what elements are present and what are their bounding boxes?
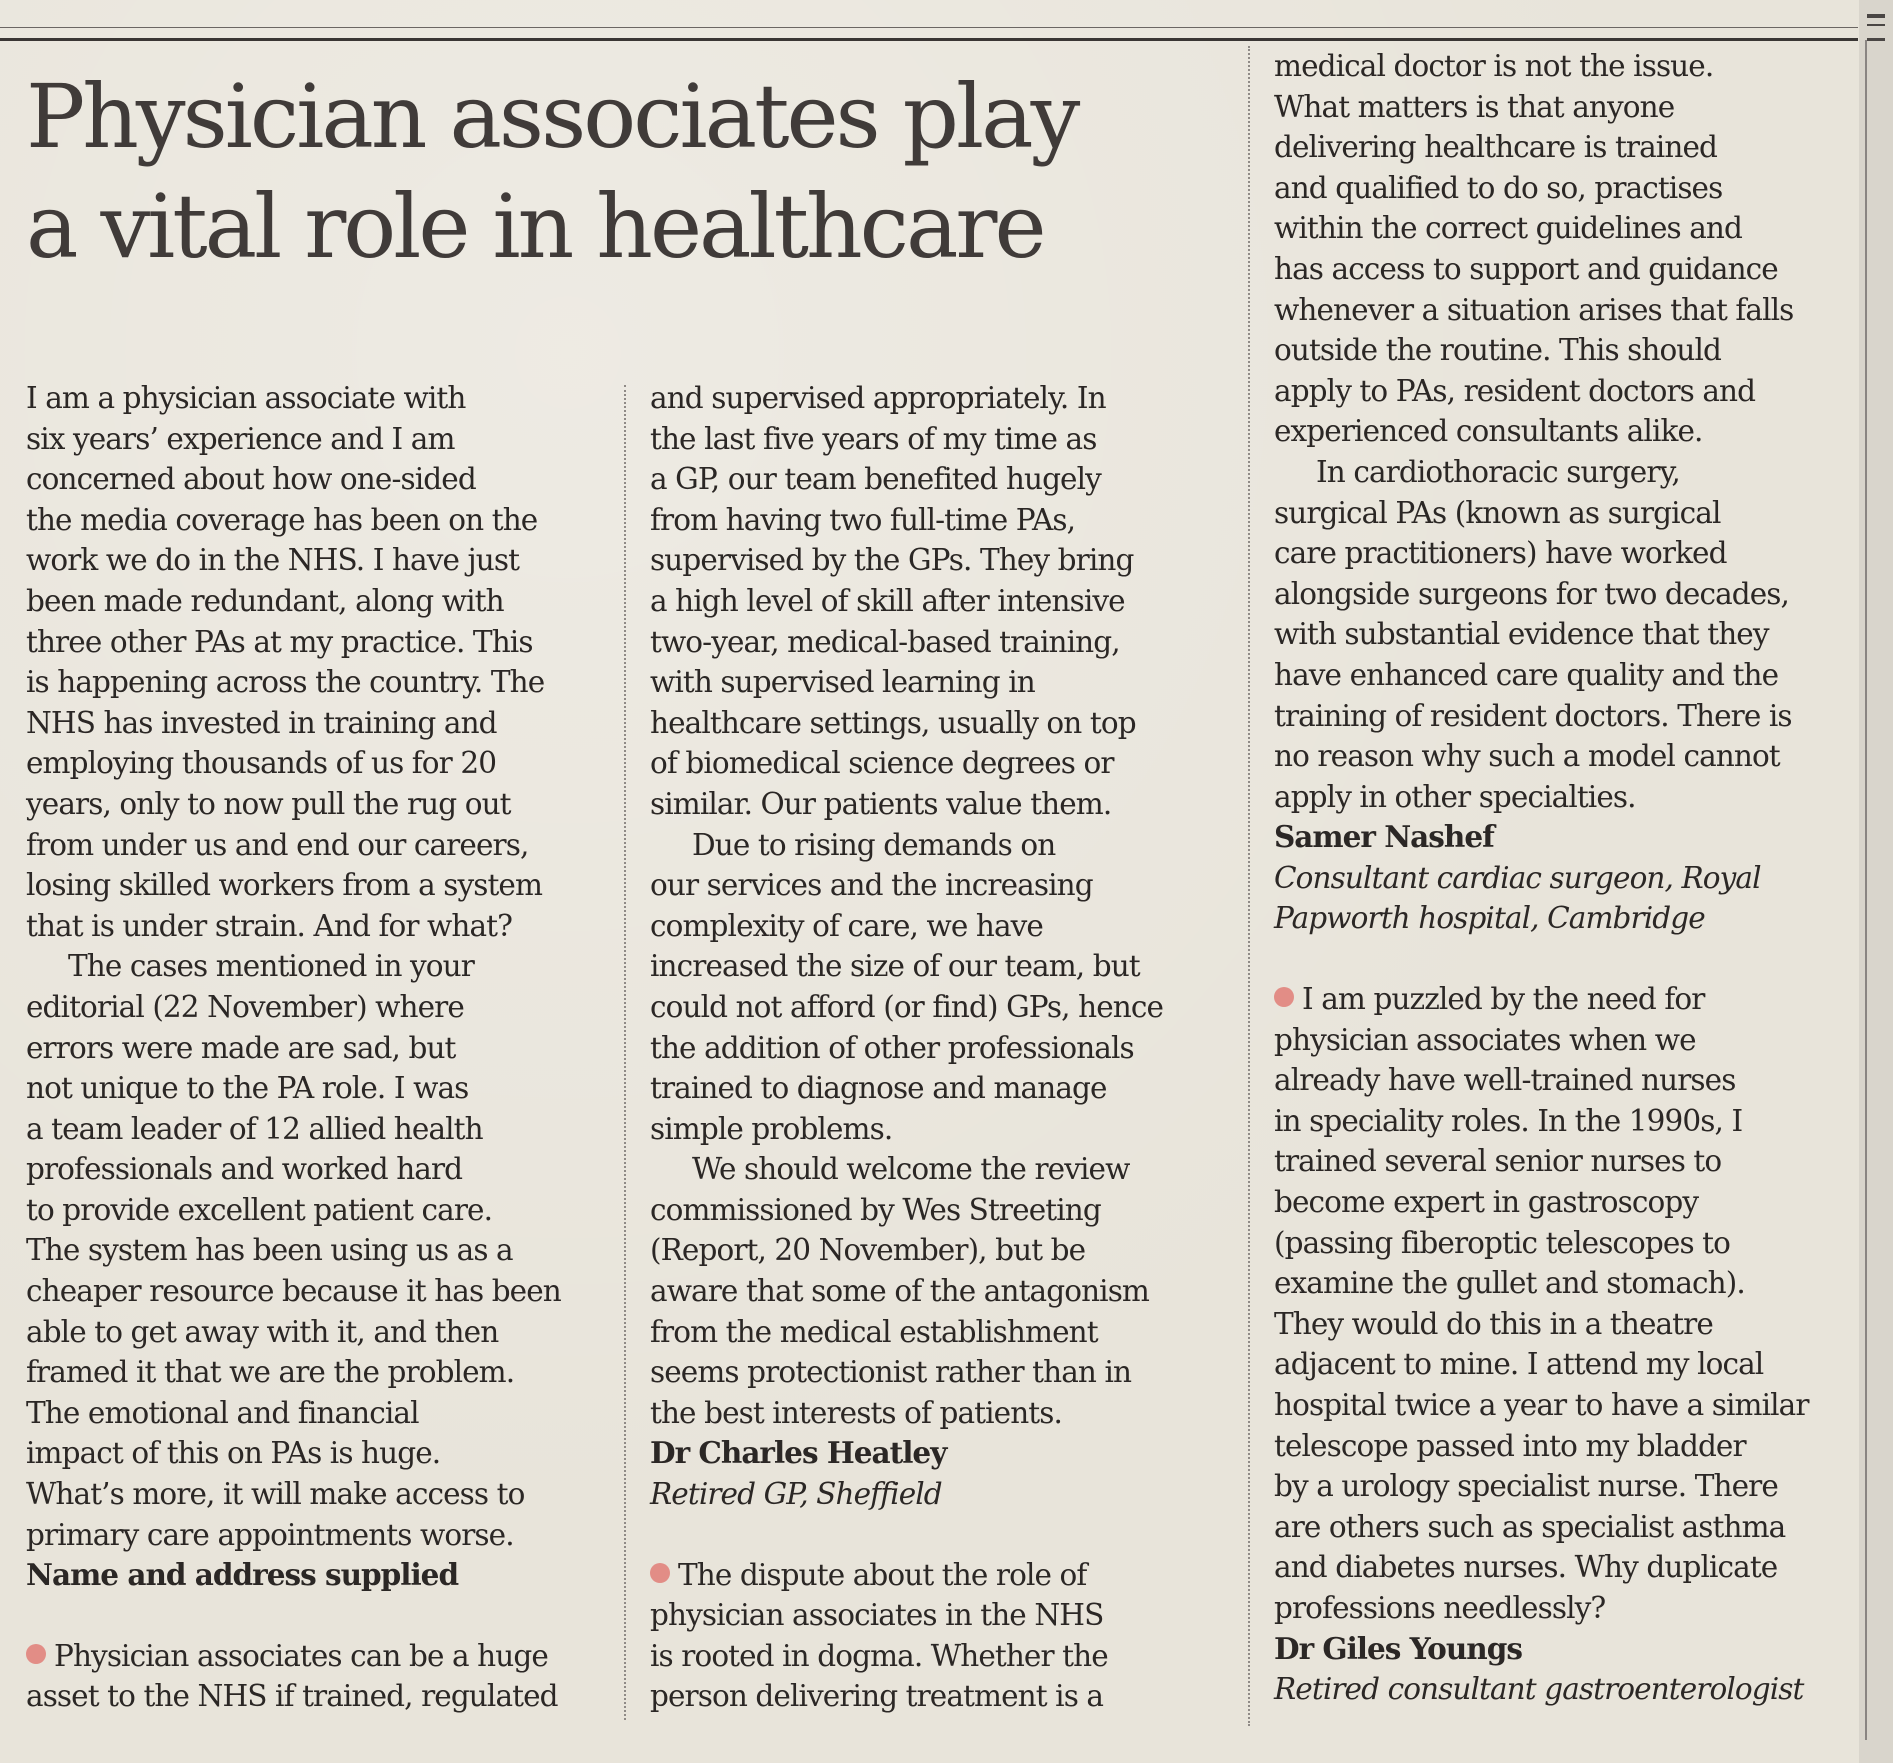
text-line: telescope passed into my bladder [1274, 1428, 1746, 1463]
column-1 [26, 378, 616, 1717]
text-line: impact of this on PAs is huge. [26, 1436, 441, 1471]
text-line: The system has been using us as a [26, 1233, 513, 1268]
text-line: care practitioners) have worked [1274, 536, 1727, 571]
text-segment: Physician associates can be a huge [54, 1638, 548, 1673]
text-line: framed it that we are the problem. [26, 1355, 515, 1390]
text-line: I am a physician associate with [26, 381, 466, 415]
bullet-icon [26, 1644, 46, 1664]
text-line: no reason why such a model cannot [1274, 739, 1780, 774]
text-line: employing thousands of us for 20 [26, 746, 497, 781]
text-line: outside the routine. This should [1274, 333, 1722, 368]
text-line: from under us and end our careers, [26, 827, 529, 862]
top-thin-rule [0, 27, 1858, 28]
letter-1 [26, 378, 616, 1596]
text-line: increased the size of our team, but [650, 949, 1140, 984]
text-line: editorial (22 November) where [26, 989, 464, 1024]
text-line: years, only to now pull the rug out [26, 786, 511, 821]
text-line: whenever a situation arises that falls [1274, 292, 1794, 327]
text-line: medical doctor is not the issue. [1274, 49, 1714, 83]
text-line: Due to rising demands on [692, 827, 1056, 862]
text-line: to provide excellent patient care. [26, 1192, 493, 1227]
text-line: and qualified to do so, practises [1274, 170, 1723, 205]
text-line: aware that some of the antagonism [650, 1274, 1150, 1309]
text-line: become expert in gastroscopy [1274, 1185, 1699, 1220]
letter-signature: Samer Nashef [1274, 819, 1494, 855]
letter-3-cont [1274, 46, 1864, 939]
letter-signature: Name and address supplied [26, 1557, 459, 1593]
text-line: with substantial evidence that they [1274, 617, 1769, 652]
text-segment: The dispute about the role of [678, 1557, 1087, 1592]
text-line: professions needlessly? [1274, 1590, 1606, 1625]
text-line: surgical PAs (known as surgical [1274, 495, 1721, 530]
text-line: three other PAs at my practice. This [26, 624, 533, 659]
text-line [26, 1636, 616, 1677]
text-line: hospital twice a year to have a similar [1274, 1388, 1809, 1422]
text-line: What’s more, it will make access to [26, 1477, 525, 1512]
headline [26, 62, 1246, 282]
text-line: been made redundant, along with [26, 583, 504, 618]
text-line: delivering healthcare is trained [1274, 130, 1717, 165]
column-2 [650, 378, 1240, 1717]
text-line: from the medical establishment [650, 1314, 1098, 1349]
text-line: commissioned by Wes Streeting [650, 1192, 1101, 1227]
text-line: healthcare settings, usually on top [650, 705, 1136, 740]
text-line: similar. Our patients value them. [650, 786, 1112, 821]
letter-signature: Dr Giles Youngs [1274, 1630, 1522, 1666]
column-divider [1248, 46, 1250, 1726]
text-line: of biomedical science degrees or [650, 746, 1114, 781]
text-line: errors were made are sad, but [26, 1030, 456, 1065]
text-line: the media coverage has been on the [26, 502, 538, 537]
text-line: not unique to the PA role. I was [26, 1071, 469, 1106]
text-line: and diabetes nurses. Why duplicate [1274, 1550, 1778, 1585]
text-line: our services and the increasing [650, 868, 1093, 903]
text-line: within the correct guidelines and [1274, 211, 1743, 246]
text-line: trained to diagnose and manage [650, 1071, 1107, 1106]
text-line: supervised by the GPs. They bring [650, 543, 1134, 578]
spacer [26, 1596, 616, 1636]
text-line: the addition of other professionals [650, 1030, 1134, 1065]
letter-role: Papworth hospital, Cambridge [1274, 901, 1705, 936]
text-line: cheaper resource because it has been [26, 1274, 561, 1309]
text-line: experienced consultants alike. [1274, 414, 1703, 449]
headline-line: a vital role in healthcare [26, 175, 1044, 278]
edge-mark [1867, 24, 1885, 26]
letter-signature: Dr Charles Heatley [650, 1435, 947, 1471]
text-line: (passing fiberoptic telescopes to [1274, 1225, 1730, 1260]
text-line: physician associates in the NHS [650, 1598, 1104, 1633]
text-line: apply in other specialties. [1274, 779, 1636, 814]
text-line [650, 1555, 1240, 1596]
text-line: able to get away with it, and then [26, 1314, 499, 1349]
column-divider [624, 385, 626, 1720]
spacer [1274, 939, 1864, 979]
text-line: trained several senior nurses to [1274, 1144, 1722, 1179]
text-line: have enhanced care quality and the [1274, 657, 1779, 692]
text-line: that is under strain. And for what? [26, 908, 513, 943]
text-line: person delivering treatment is a [650, 1679, 1104, 1714]
text-line: We should welcome the review [692, 1152, 1130, 1187]
text-line: simple problems. [650, 1111, 893, 1146]
text-line: They would do this in a theatre [1274, 1306, 1713, 1341]
text-line: has access to support and guidance [1274, 251, 1778, 286]
text-line: (Report, 20 November), but be [650, 1233, 1086, 1268]
text-line: apply to PAs, resident doctors and [1274, 373, 1756, 408]
text-line: from having two full-time PAs, [650, 502, 1076, 537]
text-line: alongside surgeons for two decades, [1274, 576, 1790, 611]
letter-role: Consultant cardiac surgeon, Royal [1274, 860, 1761, 895]
page-edge [1859, 0, 1893, 1763]
text-line: adjacent to mine. I attend my local [1274, 1347, 1764, 1382]
text-line: asset to the NHS if trained, regulated [26, 1679, 558, 1714]
text-line: complexity of care, we have [650, 908, 1043, 943]
text-line: is rooted in dogma. Whether the [650, 1638, 1108, 1673]
text-line: are others such as specialist asthma [1274, 1509, 1786, 1544]
text-segment: I am puzzled by the need for [1302, 982, 1705, 1017]
text-line: six years’ experience and I am [26, 421, 455, 456]
text-line: with supervised learning in [650, 665, 1035, 700]
text-line: by a urology specialist nurse. There [1274, 1469, 1778, 1504]
text-line: a team leader of 12 allied health [26, 1111, 483, 1146]
text-line: The emotional and financial [26, 1395, 419, 1430]
text-line: training of resident doctors. There is [1274, 698, 1792, 733]
letter-4 [1274, 979, 1864, 1710]
text-line: the last five years of my time as [650, 421, 1097, 456]
letter-2-cont [650, 378, 1240, 1515]
column-3 [1274, 46, 1864, 1710]
text-line: two-year, medical-based training, [650, 624, 1120, 659]
text-line: NHS has invested in training and [26, 705, 497, 740]
letter-role: Retired consultant gastroenterologist [1274, 1672, 1804, 1707]
text-line: professionals and worked hard [26, 1152, 463, 1187]
text-line: examine the gullet and stomach). [1274, 1266, 1745, 1301]
text-line: The cases mentioned in your [68, 949, 474, 984]
text-line: primary care appointments worse. [26, 1517, 514, 1552]
text-line: What matters is that anyone [1274, 89, 1675, 124]
text-line: could not afford (or find) GPs, hence [650, 989, 1164, 1024]
bullet-icon [1274, 987, 1294, 1007]
edge-line [1865, 40, 1867, 1740]
text-line: seems protectionist rather than in [650, 1355, 1132, 1390]
edge-mark [1867, 14, 1885, 18]
top-rule [0, 38, 1858, 41]
edge-mark [1867, 38, 1885, 41]
text-line: and supervised appropriately. In [650, 381, 1106, 415]
text-line: work we do in the NHS. I have just [26, 543, 520, 578]
letter-2-start [26, 1636, 616, 1717]
letter-role: Retired GP, Sheffield [650, 1477, 942, 1512]
letter-3-start [650, 1555, 1240, 1717]
text-line: a high level of skill after intensive [650, 583, 1125, 618]
text-line: is happening across the country. The [26, 665, 545, 700]
text-line: already have well-trained nurses [1274, 1063, 1736, 1098]
text-line: losing skilled workers from a system [26, 868, 543, 903]
spacer [650, 1515, 1240, 1555]
headline-line: Physician associates play [26, 65, 1078, 168]
text-line: physician associates when we [1274, 1022, 1696, 1057]
text-line: in speciality roles. In the 1990s, I [1274, 1103, 1743, 1138]
bullet-icon [650, 1563, 670, 1583]
text-line: the best interests of patients. [650, 1395, 1062, 1430]
text-line [1274, 979, 1864, 1020]
text-line: a GP, our team benefited hugely [650, 462, 1101, 497]
text-line: In cardiothoracic surgery, [1316, 454, 1680, 489]
text-line: concerned about how one-sided [26, 462, 476, 497]
